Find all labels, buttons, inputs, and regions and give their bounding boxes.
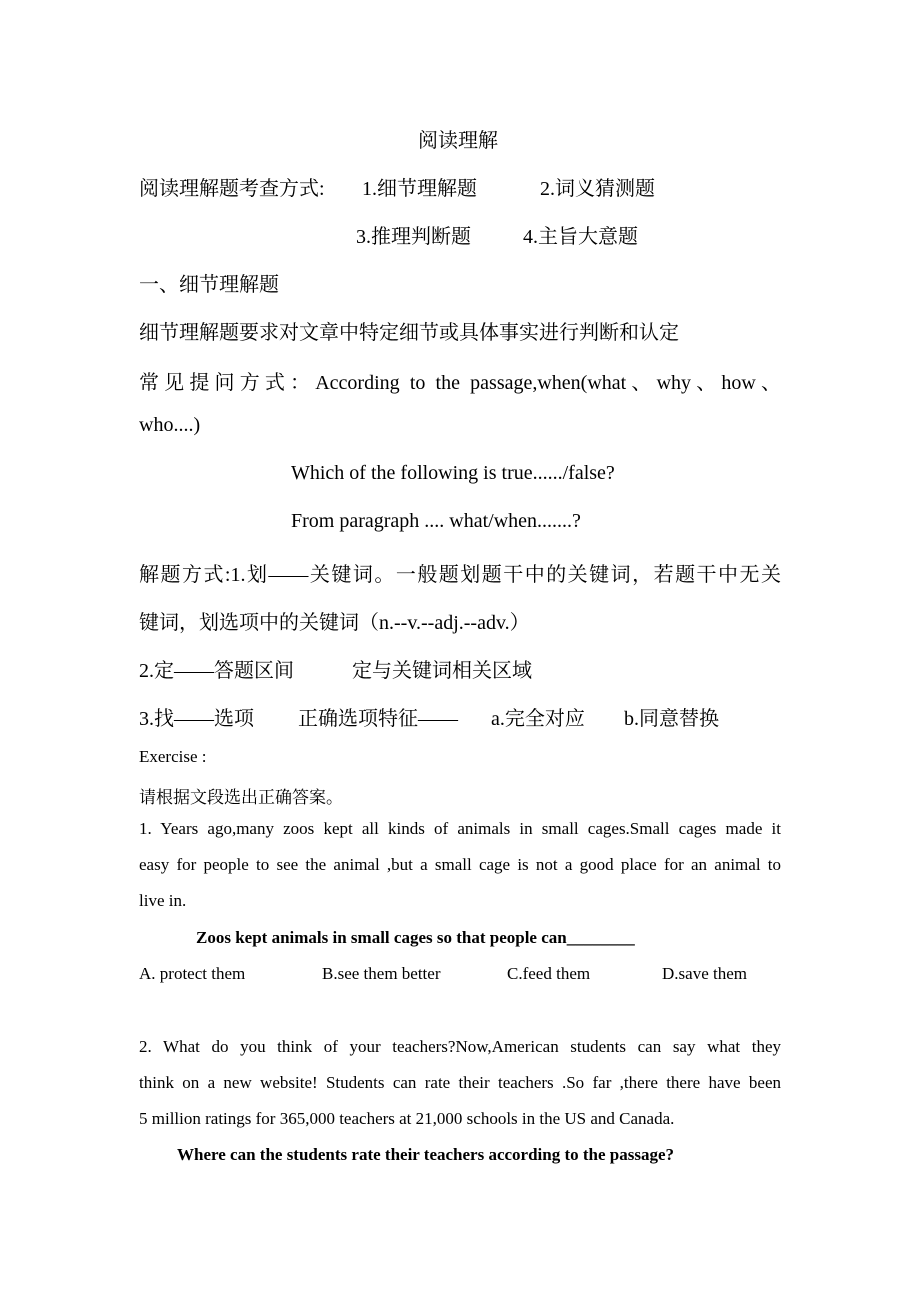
method-3-feature: 正确选项特征——: [298, 708, 458, 730]
exercise-instruction: 请根据文段选出正确答案。: [139, 788, 343, 807]
q2-passage-line-2: think on a new website! Students can rate their teachers .So far ,there there have been: [139, 1073, 781, 1092]
question-type-4: 4.主旨大意题: [523, 226, 638, 248]
q1-passage-line-1: 1. Years ago,many zoos kept all kinds of animals in small cages.Small cages made it: [139, 819, 781, 838]
common-questions-line-1: 常见提问方式：According to the passage,when(what、why、how、: [139, 372, 781, 394]
q1-passage-line-3: live in.: [139, 891, 187, 910]
section-description: 细节理解题要求对文章中特定细节或具体事实进行判断和认定: [139, 322, 679, 344]
q1-question: Zoos kept animals in small cages so that people can________: [196, 928, 635, 947]
question-form-2: From paragraph .... what/when.......?: [291, 510, 581, 532]
question-type-2: 2.词义猜测题: [540, 178, 655, 200]
method-line-2: 键词，划选项中的关键词（n.--v.--adj.--adv.）: [139, 612, 530, 634]
method-2-detail: 定与关键词相关区域: [352, 660, 532, 682]
common-questions-line-2: who....): [139, 414, 201, 436]
q1-passage-line-2: easy for people to see the animal ,but a small cage is not a good place for an animal to: [139, 855, 781, 874]
q2-passage-line-3: 5 million ratings for 365,000 teachers at 21,000 schools in the US and Canada.: [139, 1109, 675, 1128]
q1-option-a: A. protect them: [139, 964, 246, 983]
intro-label: 阅读理解题考查方式:: [139, 178, 325, 200]
method-2-step: 2.定——答题区间: [139, 660, 294, 682]
q1-option-c: C.feed them: [507, 964, 591, 983]
q1-option-b: B.see them better: [322, 964, 441, 983]
question-form-1: Which of the following is true....../false?: [291, 462, 615, 484]
question-type-1: 1.细节理解题: [362, 178, 477, 200]
page-title: 阅读理解: [418, 130, 498, 152]
section-heading: 一、细节理解题: [139, 274, 279, 296]
method-3-option-b: b.同意替换: [624, 708, 719, 730]
exercise-label: Exercise :: [139, 747, 207, 766]
q2-question: Where can the students rate their teachers according to the passage?: [177, 1145, 675, 1164]
q1-option-d: D.save them: [662, 964, 747, 983]
q2-passage-line-1: 2. What do you think of your teachers?Now,American students can say what they: [139, 1037, 781, 1056]
method-3-option-a: a.完全对应: [491, 708, 585, 730]
method-line-1: 解题方式:1.划——关键词。一般题划题干中的关键词，若题干中无关: [139, 564, 781, 586]
question-type-3: 3.推理判断题: [356, 226, 471, 248]
method-3-step: 3.找——选项: [139, 708, 254, 730]
